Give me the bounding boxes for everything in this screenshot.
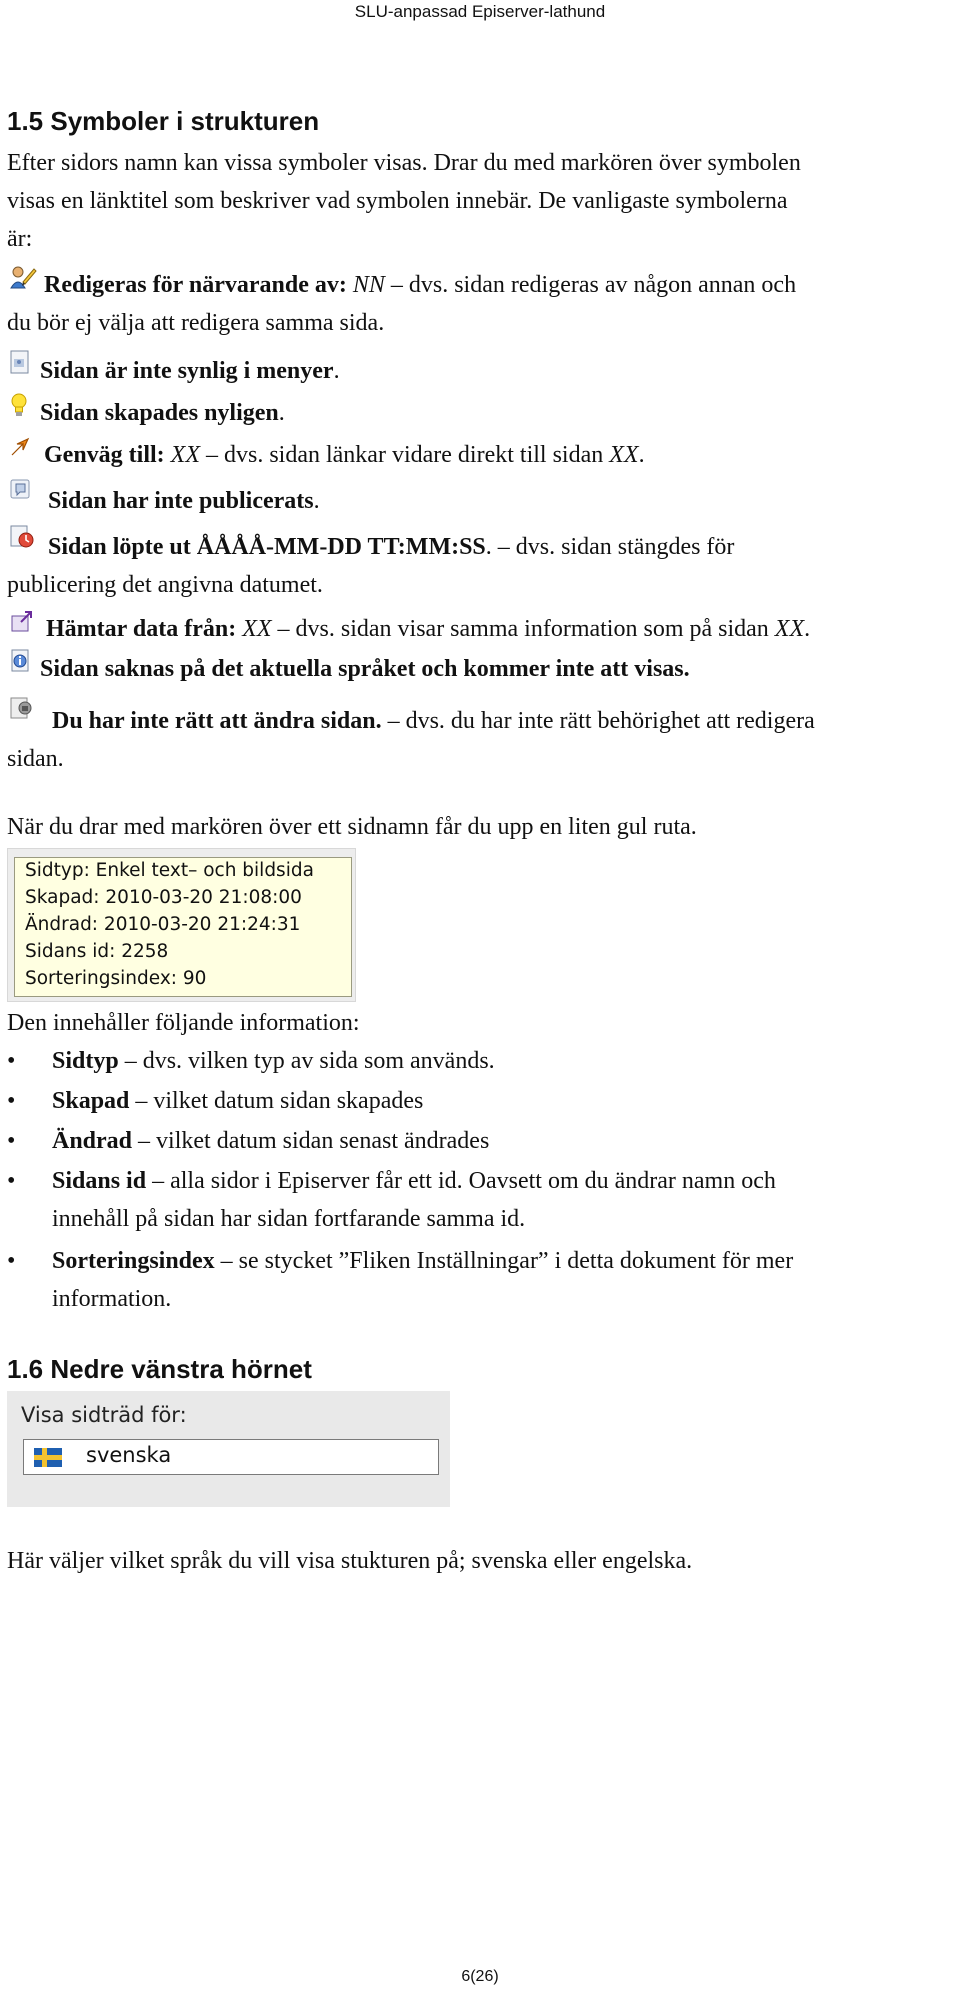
language-selector-screenshot (7, 1391, 450, 1507)
bullet-marker: • (7, 1088, 16, 1114)
symbol-description-unpublished: Sidan har inte publicerats. (48, 488, 320, 514)
symbol-description-shortcut: Genväg till: XX – dvs. sidan länkar vidare direkt till sidan XX. (44, 442, 645, 468)
tooltip-screenshot (7, 848, 356, 1002)
symbol-description-no-permission: Du har inte rätt att ändra sidan. – dvs. du har inte rätt behörighet att redigera (52, 708, 815, 734)
section-heading-symbols: 1.5 Symboler i strukturen (7, 106, 320, 136)
bullet-item-sidtyp: Sidtyp – dvs. vilken typ av sida som används. (52, 1048, 495, 1074)
info-intro: Den innehåller följande information: (7, 1010, 360, 1036)
symbol-description-hidden: Sidan är inte synlig i menyer. (40, 358, 340, 384)
bullet-item-andrad: Ändrad – vilket datum sidan senast ändrades (52, 1128, 490, 1154)
fetch-data-icon (9, 608, 35, 634)
intro-line: Efter sidors namn kan vissa symboler visas. Drar du med markören över symbolen (7, 150, 801, 176)
symbol-description-new: Sidan skapades nyligen. (40, 400, 285, 426)
language-selector-label: Visa sidträd för: (21, 1403, 187, 1427)
symbol-description-missing-language: Sidan saknas på det aktuella språket och kommer inte att visas. (40, 656, 690, 682)
symbol-description-expired: Sidan löpte ut ÅÅÅÅ-MM-DD TT:MM:SS. – dvs. sidan stängdes för (48, 534, 735, 560)
symbol-description-continuation: du bör ej välja att redigera samma sida. (7, 310, 385, 336)
symbol-description-editing: Redigeras för närvarande av: NN – dvs. sidan redigeras av någon annan och (44, 272, 797, 298)
bullet-item-sidans-id: Sidans id – alla sidor i Episerver får ett id. Oavsett om du ändrar namn och (52, 1168, 776, 1194)
page-header: SLU-anpassad Episerver-lathund (354, 2, 606, 21)
bullet-item-skapad: Skapad – vilket datum sidan skapades (52, 1088, 424, 1114)
symbol-description-continuation: sidan. (7, 746, 64, 772)
lightbulb-icon (9, 392, 29, 418)
intro-line: visas en länktitel som beskriver vad symbolen innebär. De vanligaste symbolerna (7, 188, 788, 214)
swedish-flag-icon (34, 1448, 62, 1467)
bullet-item-continuation: information. (52, 1286, 172, 1312)
tooltip-intro: När du drar med markören över ett sidnamn får du upp en liten gul ruta. (7, 814, 697, 840)
tooltip-line-changed: Ändrad: 2010-03-20 21:24:31 (25, 914, 301, 935)
shortcut-arrow-icon (9, 436, 31, 458)
unpublished-icon (9, 478, 35, 502)
missing-language-icon (9, 648, 33, 674)
bullet-marker: • (7, 1048, 16, 1074)
tooltip-line-page-id: Sidans id: 2258 (25, 941, 169, 962)
tooltip-box (14, 857, 352, 997)
intro-line: är: (7, 226, 33, 252)
bullet-item-sorteringsindex: Sorteringsindex – se stycket ”Fliken Inställningar” i detta dokument för mer (52, 1248, 794, 1274)
bullet-item-continuation: innehåll på sidan har sidan fortfarande samma id. (52, 1206, 526, 1232)
language-description: Här väljer vilket språk du vill visa stukturen på; svenska eller engelska. (7, 1548, 693, 1574)
expired-page-icon (9, 524, 35, 550)
section-heading-lower-left-corner: 1.6 Nedre vänstra hörnet (7, 1354, 312, 1384)
page-number: 6(26) (461, 1968, 499, 1985)
language-select[interactable] (23, 1439, 439, 1475)
bullet-marker: • (7, 1168, 16, 1194)
tooltip-line-sort-index: Sorteringsindex: 90 (25, 968, 207, 989)
bullet-marker: • (7, 1128, 16, 1154)
language-select-value: svenska (86, 1443, 172, 1467)
tooltip-line-page-type: Sidtyp: Enkel text– och bildsida (25, 860, 314, 881)
bullet-marker: • (7, 1248, 16, 1274)
hidden-page-icon (9, 350, 31, 374)
symbol-description-continuation: publicering det angivna datumet. (7, 572, 323, 598)
symbol-description-fetch-data: Hämtar data från: XX – dvs. sidan visar samma information som på sidan XX. (46, 616, 811, 642)
tooltip-line-created: Skapad: 2010-03-20 21:08:00 (25, 887, 302, 908)
editing-user-icon (9, 264, 37, 290)
no-permission-icon (9, 694, 37, 722)
